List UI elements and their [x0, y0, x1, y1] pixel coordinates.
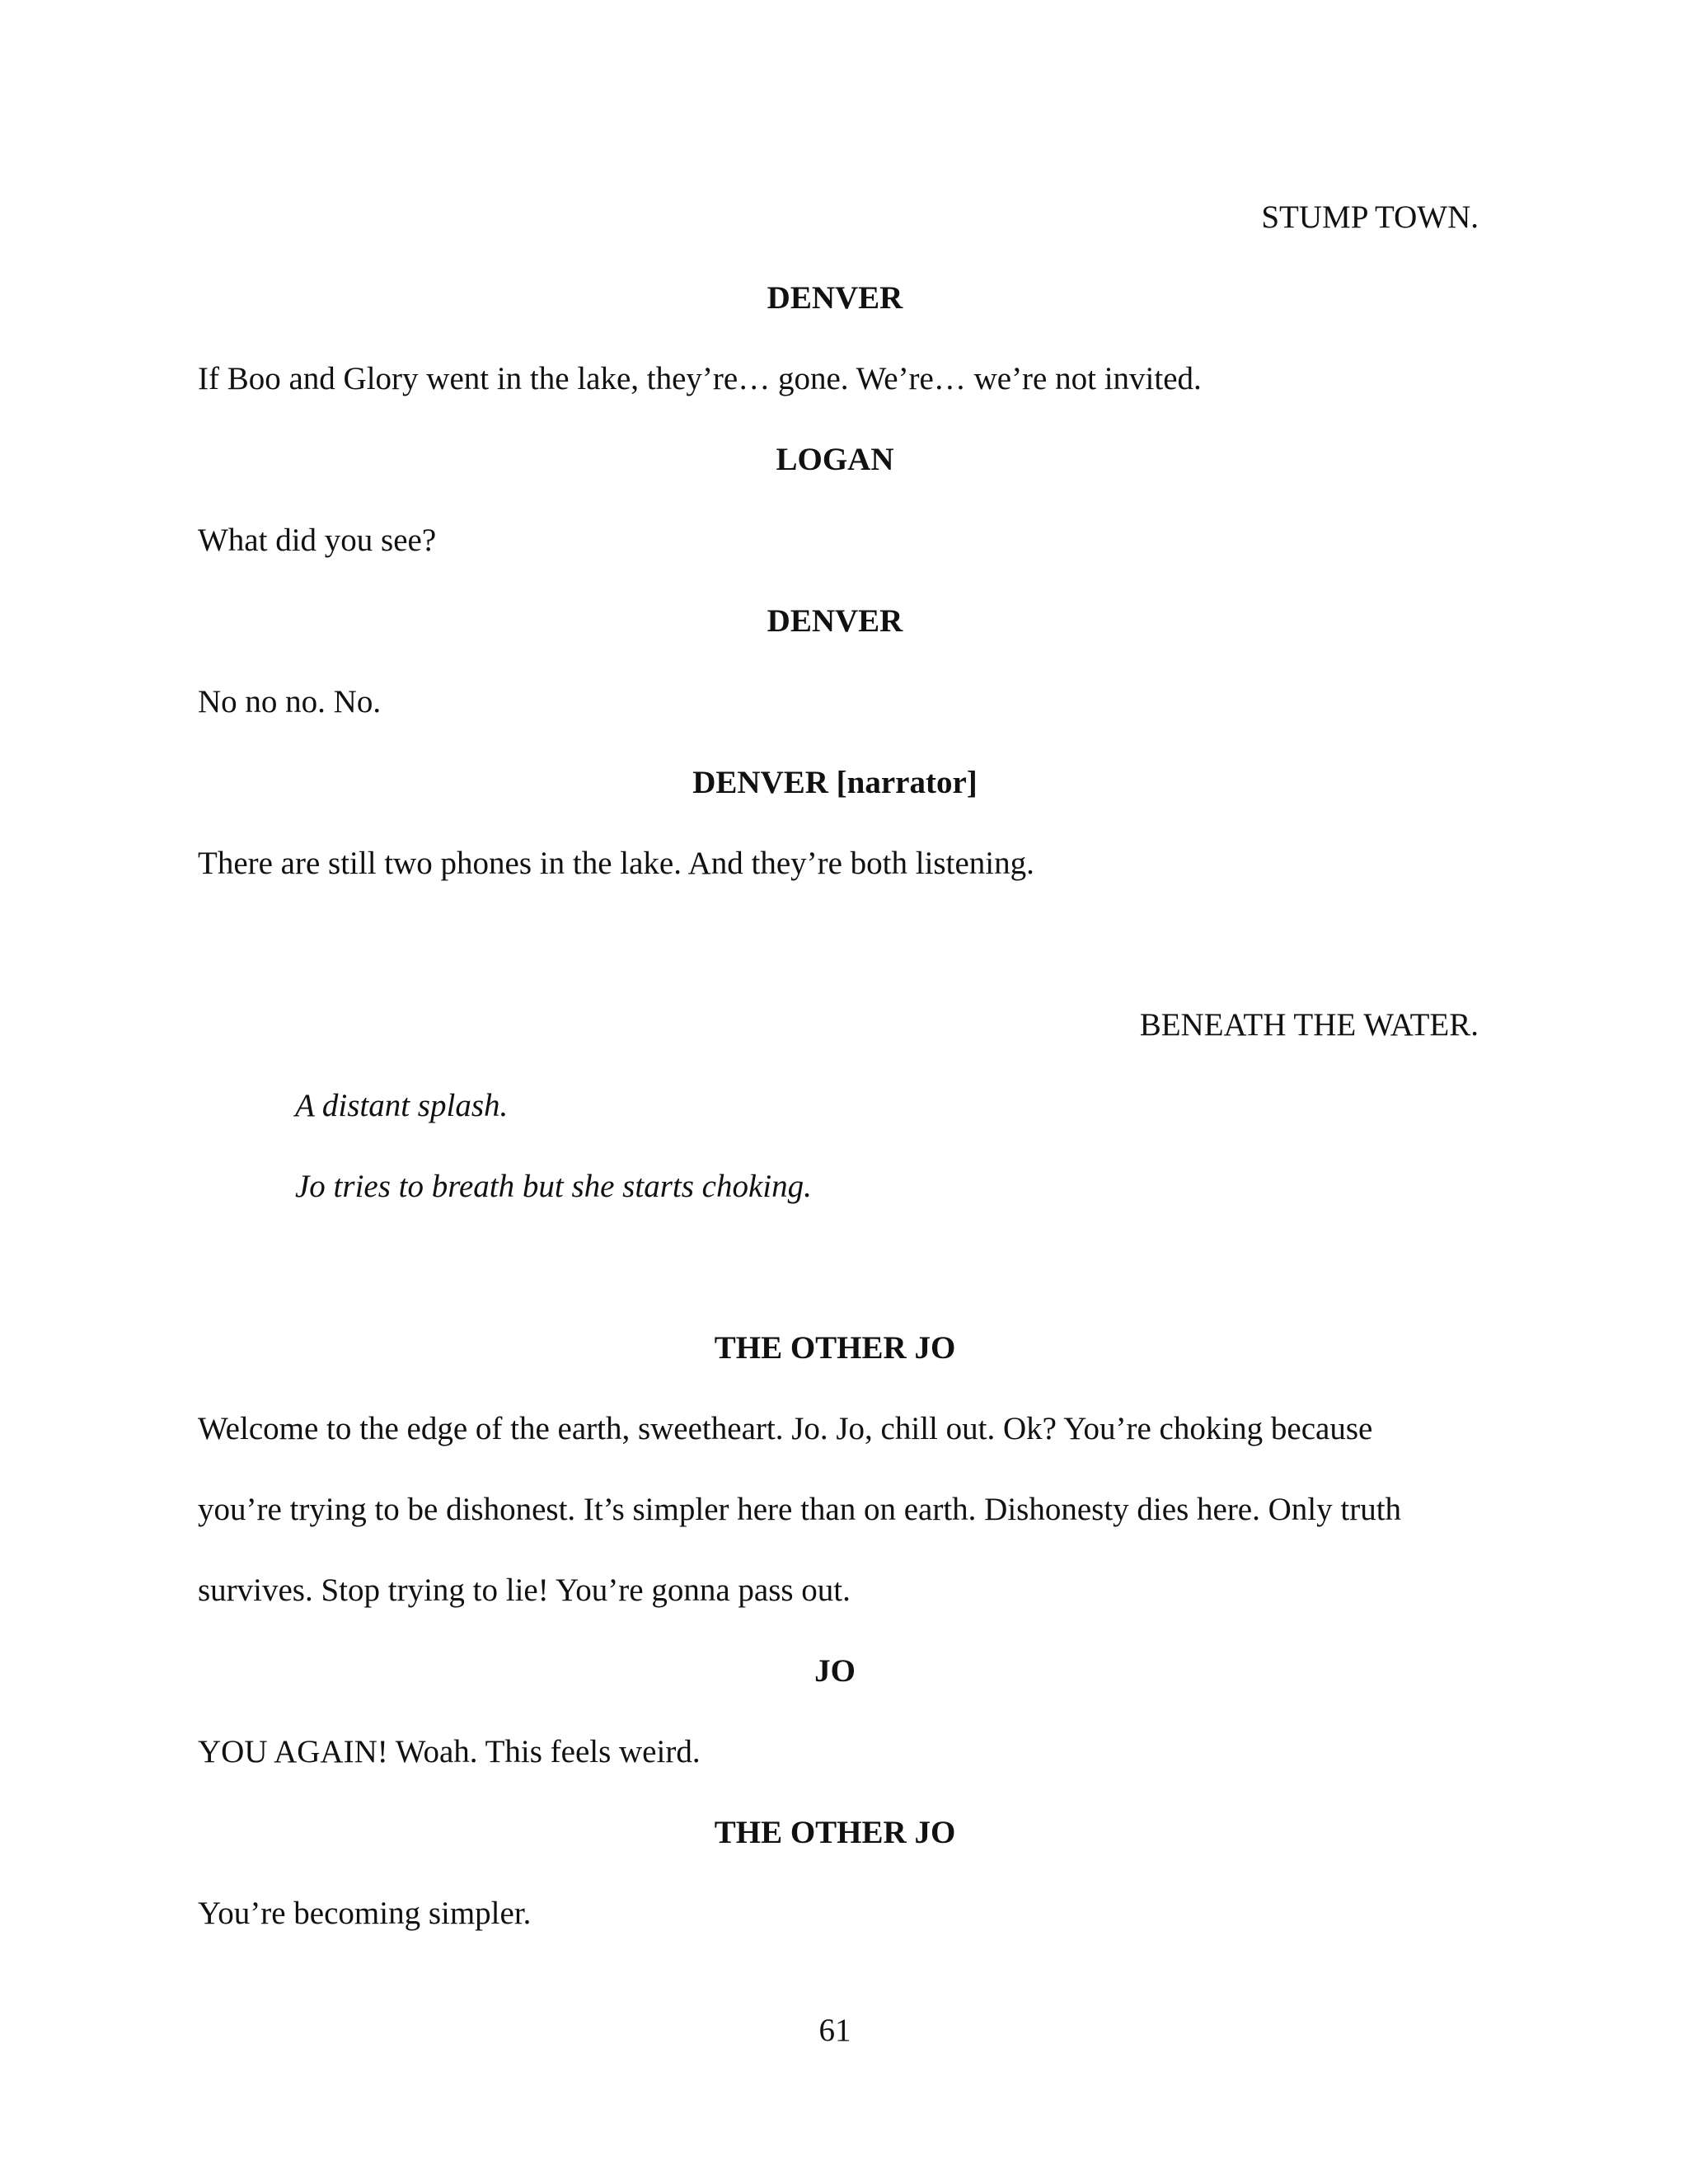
dialogue-line: You’re becoming simpler.: [198, 1896, 532, 1931]
dialogue-line: survives. Stop trying to lie! You’re gonna pass out.: [198, 1572, 851, 1608]
dialogue-line: There are still two phones in the lake. And they’re both listening.: [198, 846, 1034, 881]
dialogue-line: No no no. No.: [198, 684, 382, 719]
character-name: LOGAN: [776, 442, 894, 477]
dialogue-line: What did you see?: [198, 523, 437, 558]
scene-transition: STUMP TOWN.: [1261, 199, 1479, 235]
dialogue-line: Welcome to the edge of the earth, sweetheart. Jo. Jo, chill out. Ok? You’re choking because: [198, 1411, 1373, 1446]
character-name: DENVER: [767, 280, 903, 316]
action-line: Jo tries to breath but she starts choking.: [295, 1169, 812, 1204]
character-name: JO: [814, 1653, 856, 1689]
dialogue-line: YOU AGAIN! Woah. This feels weird.: [198, 1734, 701, 1769]
action-line: A distant splash.: [295, 1088, 509, 1123]
dialogue-line: you’re trying to be dishonest. It’s simpler here than on earth. Dishonesty dies here. Only truth: [198, 1492, 1402, 1527]
character-name: DENVER: [767, 603, 903, 639]
character-name: THE OTHER JO: [714, 1330, 956, 1366]
character-name: DENVER [narrator]: [692, 765, 978, 800]
page-number: 61: [818, 2013, 851, 2048]
dialogue-line: If Boo and Glory went in the lake, they’re… gone. We’re… we’re not invited.: [198, 361, 1202, 396]
scene-transition: BENEATH THE WATER.: [1139, 1007, 1479, 1043]
character-name: THE OTHER JO: [714, 1815, 956, 1850]
